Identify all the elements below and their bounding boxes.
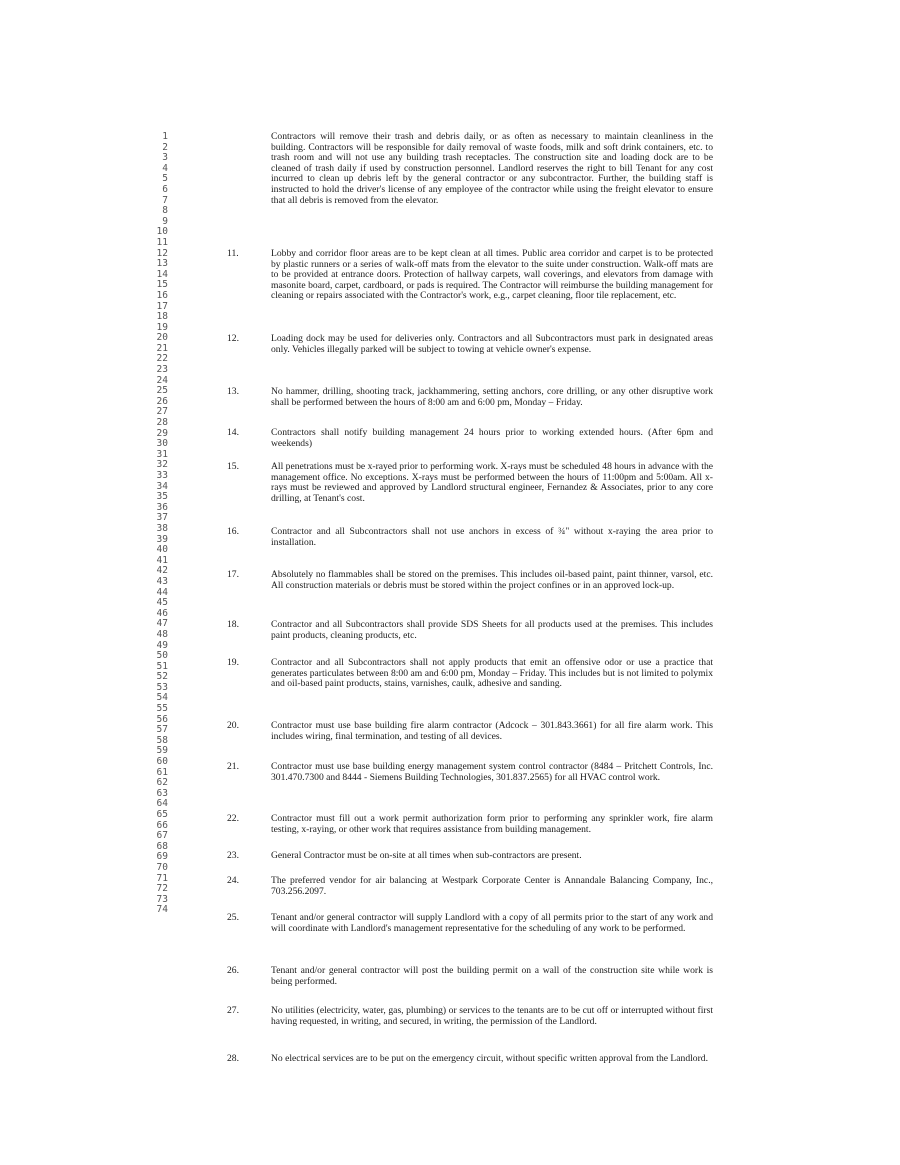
line-number: 40: [156, 544, 168, 556]
line-number: 28: [156, 417, 168, 429]
paragraph-text: Contractor and all Subcontractors shall provide SDS Sheets for all products used at the premises. This includes paint products, cleaning products, etc.: [271, 619, 713, 641]
line-number: 35: [156, 491, 168, 503]
paragraph-number: 24.: [227, 875, 239, 886]
line-number: 64: [156, 798, 168, 810]
line-number: 51: [156, 660, 168, 672]
line-number: 5: [162, 173, 168, 185]
line-number: 25: [156, 385, 168, 397]
line-number: 21: [156, 342, 168, 354]
line-number: 59: [156, 745, 168, 757]
line-number: 52: [156, 671, 168, 683]
paragraph-number: 21.: [227, 761, 239, 772]
paragraph-text: Absolutely no flammables shall be stored on the premises. This includes oil-based paint, paint thinner, varsol, etc. All construction materials or debris must be stored within the project confines or in an approved lock-up.: [271, 569, 713, 591]
line-number: 24: [156, 374, 168, 386]
paragraph-text: The preferred vendor for air balancing at Westpark Corporate Center is Annandale Balancing Company, Inc., 703.256.2097.: [271, 875, 713, 897]
paragraph-number: 26.: [227, 965, 239, 976]
line-number: 71: [156, 872, 168, 884]
line-number: 65: [156, 809, 168, 820]
paragraph-number: 19.: [227, 657, 239, 668]
line-number: 42: [156, 565, 168, 577]
line-number: 6: [162, 183, 168, 195]
line-number: 58: [156, 734, 168, 746]
paragraph-number: 15.: [227, 461, 239, 472]
paragraph-text: General Contractor must be on-site at all times when sub-contractors are present.: [271, 850, 582, 861]
line-number: 69: [156, 851, 168, 863]
line-number: 55: [156, 703, 168, 715]
paragraph-number: 12.: [227, 333, 239, 344]
line-number: 30: [156, 438, 168, 450]
line-number: 11: [156, 236, 168, 248]
line-number: 50: [156, 650, 168, 662]
line-number: 37: [156, 512, 168, 524]
line-number: 15: [156, 279, 168, 291]
line-number: 49: [156, 639, 168, 651]
line-number: 2: [162, 141, 168, 153]
line-number: 38: [156, 522, 168, 534]
paragraph-text: Contractor must use base building energy management system control contractor (8484 – Pritchett Controls, Inc. 301.470.7300 and 8444 - Siemens Building Technologies, 301.837.2565) for all HVAC control work.: [271, 761, 713, 783]
line-number: 62: [156, 777, 168, 789]
line-number: 68: [156, 840, 168, 852]
line-number: 8: [162, 205, 168, 217]
line-number: 26: [156, 395, 168, 407]
line-number: 63: [156, 787, 168, 799]
line-number: 53: [156, 681, 168, 693]
line-number: 36: [156, 501, 168, 513]
paragraph-text: All penetrations must be x-rayed prior to performing work. X-rays must be scheduled 48 hours in advance with the management office. No exceptions. X-rays must be performed between the hours of 11:00pm and 5:00am. All x-rays must be reviewed and approved by Landlord structural engineer, Fernandez & Associates, prior to any core drilling, at Tenant's cost.: [271, 461, 713, 504]
line-number-column: [138, 132, 168, 916]
line-number: 61: [156, 766, 168, 778]
paragraph-text: Tenant and/or general contractor will supply Landlord with a copy of all permits prior to the start of any work and will coordinate with Landlord's management representative for the scheduling of any work to be performed.: [271, 912, 713, 934]
paragraph-number: 28.: [227, 1053, 239, 1064]
line-number: 54: [156, 692, 168, 704]
paragraph-number: 25.: [227, 912, 239, 923]
line-number: 32: [156, 459, 168, 471]
line-number: 60: [156, 756, 168, 768]
line-number: 20: [156, 332, 168, 344]
line-number: 33: [156, 470, 168, 481]
paragraph-text: Contractor must fill out a work permit authorization form prior to performing any sprinkler work, fire alarm testing, x-raying, or other work that requires assistance from building management.: [271, 813, 713, 835]
paragraph-number: 16.: [227, 526, 239, 537]
line-number: 14: [156, 268, 168, 280]
line-number: 73: [156, 893, 168, 905]
line-number: 4: [162, 162, 168, 174]
line-number: 70: [156, 861, 168, 873]
paragraph-number: 17.: [227, 569, 239, 580]
line-number: 48: [156, 628, 168, 640]
paragraph-text: Contractors shall notify building management 24 hours prior to working extended hours. (After 6pm and weekends): [271, 427, 713, 449]
line-number: 12: [156, 247, 168, 259]
line-number: 27: [156, 406, 168, 418]
line-number: 17: [156, 300, 168, 312]
line-number: 23: [156, 364, 168, 376]
paragraph-text: No utilities (electricity, water, gas, plumbing) or services to the tenants are to be cut off or interrupted without first having requested, in writing, and secured, in writing, the permission of the Landlord.: [271, 1005, 713, 1027]
paragraph-number: 18.: [227, 619, 239, 630]
line-number: 31: [156, 448, 168, 460]
paragraph-number: 22.: [227, 813, 239, 824]
paragraph-text: Contractor must use base building fire alarm contractor (Adcock – 301.843.3661) for all fire alarm work. This includes wiring, final termination, and testing of all devices.: [271, 720, 713, 742]
line-number: 57: [156, 724, 168, 736]
line-number: 66: [156, 819, 168, 831]
line-number: 67: [156, 830, 168, 842]
line-number: 47: [156, 618, 168, 630]
paragraph-text: Lobby and corridor floor areas are to be kept clean at all times. Public area corridor and carpet is to be protected by plastic runners or a series of walk-off mats from the elevator to the suite under construction. Walk-off mats are to be provided at entrance doors. Protection of hallway carpets, wall coverings, and elevators from damage with masonite board, carpet, cardboard, or pads is required. The Contractor will reimburse the building management for cleaning or repairs associated with the Contractor's work, e.g., carpet cleaning, floor tile replacement, etc.: [271, 248, 713, 302]
line-number: 9: [162, 215, 168, 227]
paragraph-text: Contractor and all Subcontractors shall not use anchors in excess of ¾" without x-raying the area prior to installation.: [271, 526, 713, 548]
line-number: 3: [162, 152, 168, 164]
paragraph-text: No hammer, drilling, shooting track, jackhammering, setting anchors, core drilling, or any other disruptive work shall be performed between the hours of 8:00 am and 6:00 pm, Monday – Friday.: [271, 386, 713, 408]
line-number: 43: [156, 575, 168, 587]
paragraph-number: 27.: [227, 1005, 239, 1016]
line-number: 39: [156, 533, 168, 545]
line-number: 19: [156, 321, 168, 333]
line-number: 10: [156, 226, 168, 238]
line-number: 74: [156, 904, 168, 916]
line-number: 46: [156, 607, 168, 619]
paragraph-number: 13.: [227, 386, 239, 397]
line-number: 16: [156, 289, 168, 301]
line-number: 44: [156, 586, 168, 598]
line-number: 45: [156, 597, 168, 609]
line-number: 1: [162, 131, 168, 142]
paragraph-text: Tenant and/or general contractor will post the building permit on a wall of the construction site while work is being performed.: [271, 965, 713, 987]
line-number: 72: [156, 883, 168, 895]
line-number: 22: [156, 353, 168, 365]
paragraph-text: Loading dock may be used for deliveries only. Contractors and all Subcontractors must park in designated areas only. Vehicles illegally parked will be subject to towing at vehicle owner's expense.: [271, 333, 713, 355]
line-number: 7: [162, 194, 168, 206]
line-number: 56: [156, 713, 168, 725]
line-number: 13: [156, 258, 168, 270]
paragraph-number: 11.: [227, 248, 239, 259]
paragraph-text: No electrical services are to be put on the emergency circuit, without specific written approval from the Landlord.: [271, 1053, 708, 1064]
paragraph-text: Contractors will remove their trash and debris daily, or as often as necessary to maintain cleanliness in the building. Contractors will be responsible for daily removal of waste foods, milk and soft drink containers, etc. to trash room and will not use any building trash receptacles. The construction site and loading dock are to be cleaned of trash daily if used by construction personnel. Landlord reserves the right to bill Tenant for any cost incurred to clean up debris left by the general contractor or any subcontractor. Further, the building staff is instructed to hold the driver's license of any employee of the contractor while using the freight elevator to ensure that all debris is removed from the elevator.: [271, 131, 713, 206]
paragraph-number: 23.: [227, 850, 239, 861]
paragraph-number: 20.: [227, 720, 239, 731]
line-number: 29: [156, 427, 168, 439]
line-number: 41: [156, 554, 168, 566]
paragraph-text: Contractor and all Subcontractors shall not apply products that emit an offensive odor or use a practice that generates particulates between 8:00 am and 6:00 pm, Monday – Friday. This includes but is not limited to polymix and oil-based paint products, stains, varnishes, caulk, adhesive and sanding.: [271, 657, 713, 690]
line-number: 34: [156, 480, 168, 492]
paragraph-number: 14.: [227, 427, 239, 438]
line-number: 18: [156, 311, 168, 323]
